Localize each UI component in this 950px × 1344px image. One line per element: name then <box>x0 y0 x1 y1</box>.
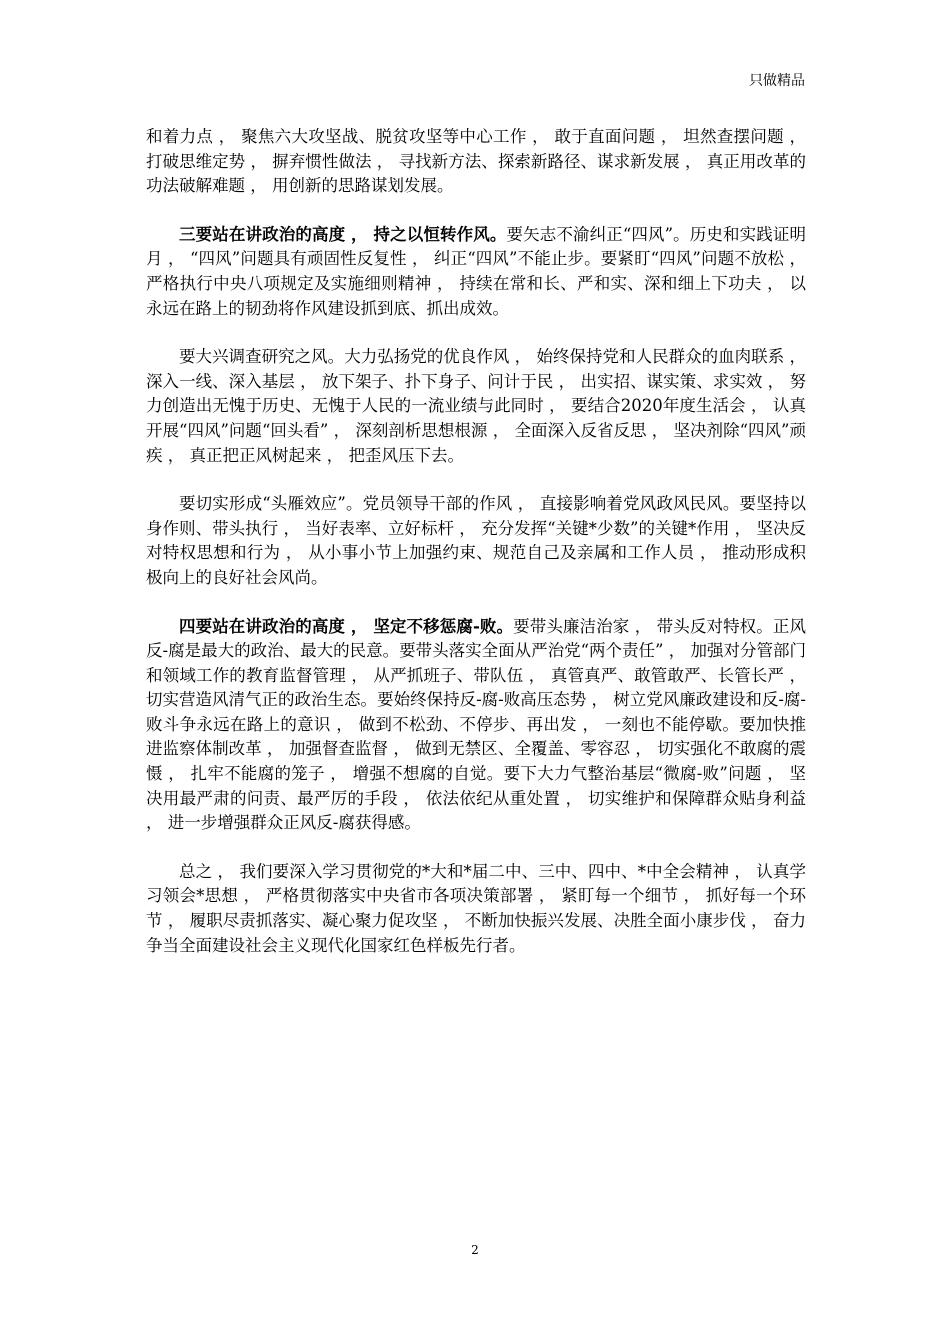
paragraph-3 <box>146 345 806 468</box>
paragraph-text: 要矢志不渝纠正“四风”。历史和实践证明月 ， “四风”问题具有顽固性反复性 ， 纠正“四风”不能止步。要紧盯“四风”问题不放松 ， 严格执行中央八项规定及实施细则精神 ， 持续在常和长、严和实、深和细上下功夫 ， 以永远在路上的韧劲将作风建设抓到底、抓出成效。 <box>146 224 806 318</box>
page-header: 只做精品 <box>749 73 805 89</box>
paragraph-2 <box>146 223 806 321</box>
paragraph-text: 和着力点 ， 聚焦六大攻坚战、脱贫攻坚等中心工作 ， 敢于直面问题 ， 坦然查摆问题 ， 打破思维定势 ， 摒弃惯性做法 ， 寻找新方法、探索新路径、谋求新发展 ， 真正用改革的功法破解难题 ， 用创新的思路谋划发展。 <box>146 127 806 196</box>
paragraph-1 <box>146 125 806 199</box>
paragraph-text: 要带头廉洁治家 ， 带头反对特权。正风反-腐是最大的政治、最大的民意。要带头落实全面从严治党“两个责任” ， 加强对分管部门和领域工作的教育监督管理 ， 从严抓班子、带队伍 ， 真管真严、敢管敢严、长管长严 ， 切实营造风清气正的政治生态。要始终保持反-腐-败高压态势 ， 树立党风廉政建设和反-腐-败斗争永远在路上的意识 ， 做到不松劲、不停步、再出发 ， 一刻也不能停歇。要加快推进监察体制改革 ， 加强督查监督 ， 做到无禁区、全覆盖、零容忍 ， 切实强化不敢腐的震慑 ， 扎牢不能腐的笼子 ， 增强不想腐的自觉。要下大力气整治基层“微腐-败”问题 ， 坚决用最严肃的问责、最严厉的手段 ， 依法依纪从重处置 ， 切实维护和保障群众贴身利益 ， 进一步增强群众正风反-腐获得感。 <box>146 616 806 833</box>
paragraph-text: 总之 ， 我们要深入学习贯彻党的*大和*届二中、三中、四中、*中全会精神 ， 认真学习领会*思想 ， 严格贯彻落实中央省市各项决策部署 ， 紧盯每一个细节 ， 抓好每一个环节 ， 履职尽责抓落实、凝心聚力促攻坚 ， 不断加快振兴发展、决胜全面小康步伐 ， 奋力争当全面建设社会主义现代化国家红色样板先行者。 <box>146 861 806 955</box>
paragraph-5 <box>146 615 806 836</box>
paragraph-text: 要大兴调查研究之风。大力弘扬党的优良作风 ， 始终保持党和人民群众的血肉联系 ， 深入一线、深入基层 ， 放下架子、扑下身子、问计于民 ， 出实招、谋实策、求实效 ， 努力创造出无愧于历史、无愧于人民的一流业绩与此同时 ， 要结合2020年度生活会 ， 认真开展“四风”问题“回头看” ， 深刻剖析思想根源 ， 全面深入反省反思 ， 坚决剂除“四风”顽疾 ， 真正把正风树起来 ， 把歪风压下去。 <box>146 347 806 465</box>
paragraph-text: 要切实形成“头雁效应”。党员领导干部的作风 ， 直接影响着党风政风民风。要坚持以身作则、带头执行 ， 当好表率、立好标杆 ， 充分发挥“关键*少数”的关键*作用 ， 坚决反对特权思想和行为 ， 从小事小节上加强约束、规范自己及亲属和工作人员 ， 推动形成积极向上的良好社会风尚。 <box>146 494 806 587</box>
paragraph-6 <box>146 860 806 958</box>
paragraph-lead: 四要站在讲政治的高度 ， 坚定不移惩腐-败。 <box>179 616 514 636</box>
page-number: 2 <box>471 1243 479 1257</box>
document-body <box>146 125 806 982</box>
paragraph-4 <box>146 492 806 590</box>
paragraph-lead: 三要站在讲政治的高度 ， 持之以恒转作风。 <box>179 224 507 244</box>
